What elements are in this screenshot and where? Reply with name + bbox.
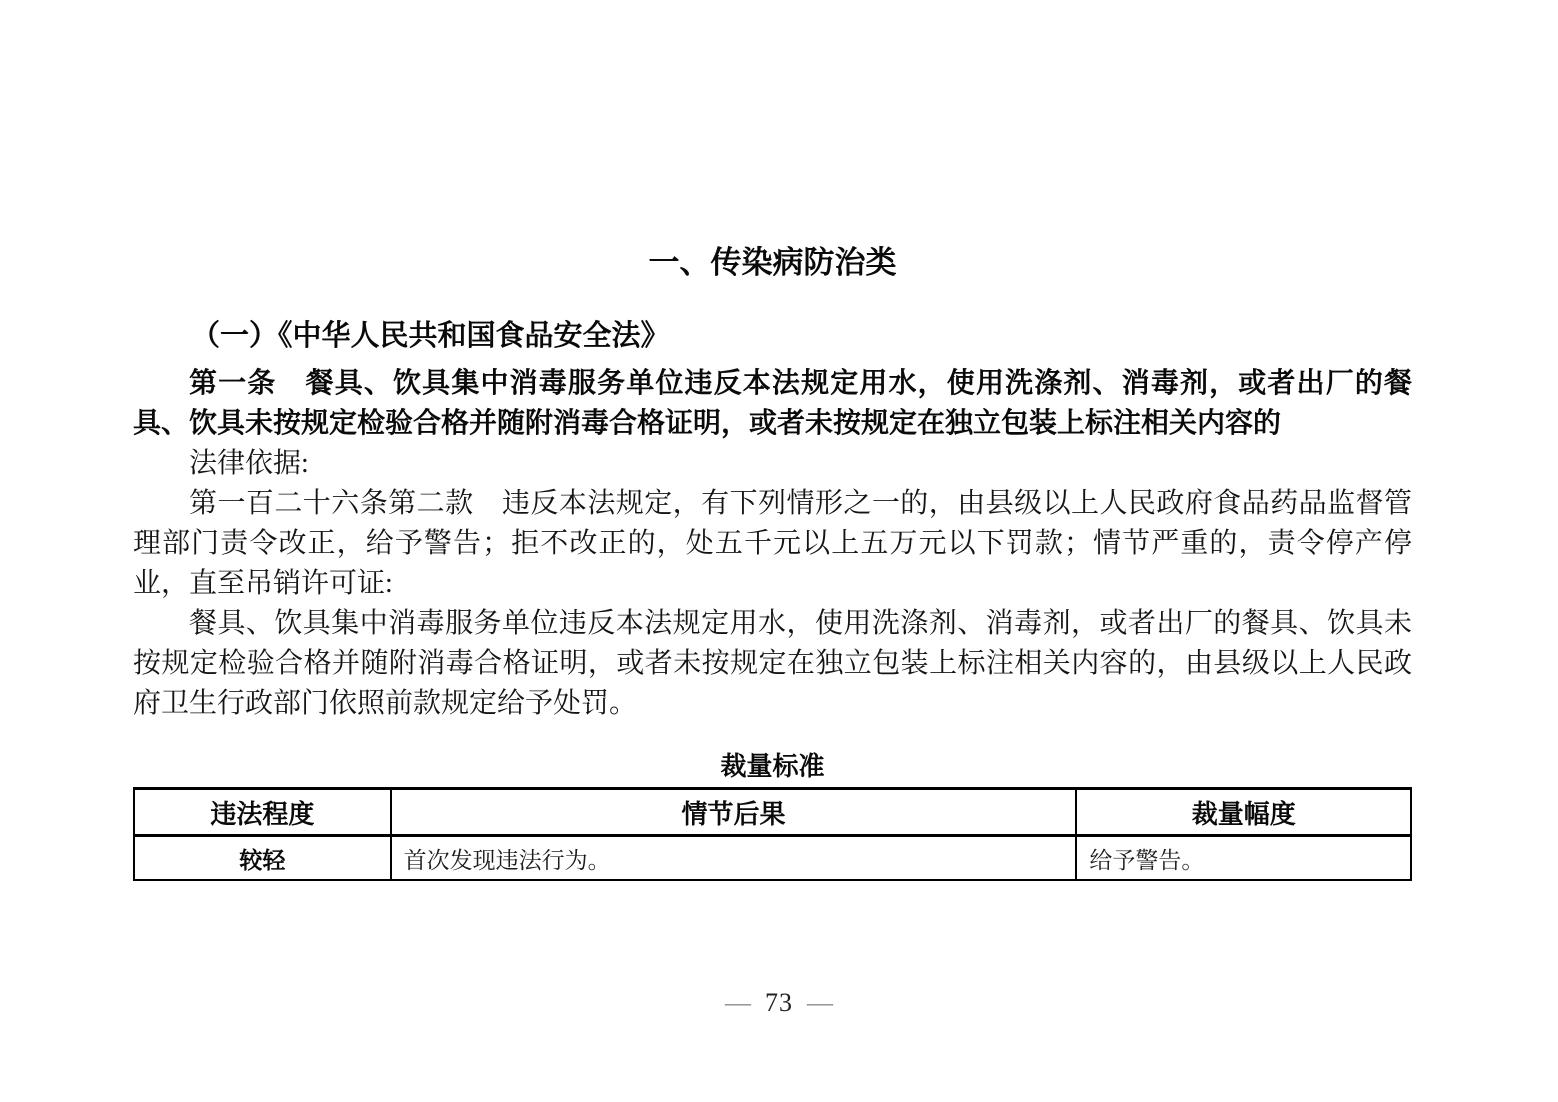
col-header-circumstance-consequence: 情节后果 xyxy=(391,789,1077,836)
col-header-discretion-range: 裁量幅度 xyxy=(1076,789,1411,836)
footer-dash-left: — xyxy=(725,988,751,1017)
section-heading: （一）《中华人民共和国食品安全法》 xyxy=(191,320,670,352)
table-caption: 裁量标准 xyxy=(720,751,825,781)
page-title: 一、传染病防治类 xyxy=(648,245,897,280)
paragraph-article-1: 第一条 餐具、饮具集中消毒服务单位违反本法规定用水，使用洗涤剂、消毒剂，或者出厂的餐具、饮具未按规定检验合格并随附消毒合格证明，或者未按规定在独立包装上标注相关内容的 xyxy=(133,368,1412,439)
col-header-violation-degree: 违法程度 xyxy=(134,789,391,836)
page-content xyxy=(133,0,1412,881)
discretion-standard-table xyxy=(133,787,1412,881)
table-header-row xyxy=(134,789,1411,836)
cell-discretion-range: 给予警告。 xyxy=(1076,836,1411,881)
footer-dash-right: — xyxy=(807,988,833,1017)
paragraph-provision: 餐具、饮具集中消毒服务单位违反本法规定用水，使用洗涤剂、消毒剂，或者出厂的餐具、饮具未按规定检验合格并随附消毒合格证明，或者未按规定在独立包装上标注相关内容的，由县级以上人民政府卫生行政部门依照前款规定给予处罚。 xyxy=(133,608,1412,719)
page-footer xyxy=(0,988,1558,1018)
cell-circumstance-consequence: 首次发现违法行为。 xyxy=(391,836,1077,881)
page-number: 73 xyxy=(765,988,793,1017)
paragraph-legal-basis-label: 法律依据: xyxy=(189,448,309,479)
table-row xyxy=(134,836,1411,881)
paragraph-clause-126: 第一百二十六条第二款 违反本法规定，有下列情形之一的，由县级以上人民政府食品药品监督管理部门责令改正，给予警告；拒不改正的，处五千元以上五万元以下罚款；情节严重的，责令停产停业，直至吊销许可证: xyxy=(133,488,1412,599)
cell-violation-degree: 较轻 xyxy=(134,836,391,881)
